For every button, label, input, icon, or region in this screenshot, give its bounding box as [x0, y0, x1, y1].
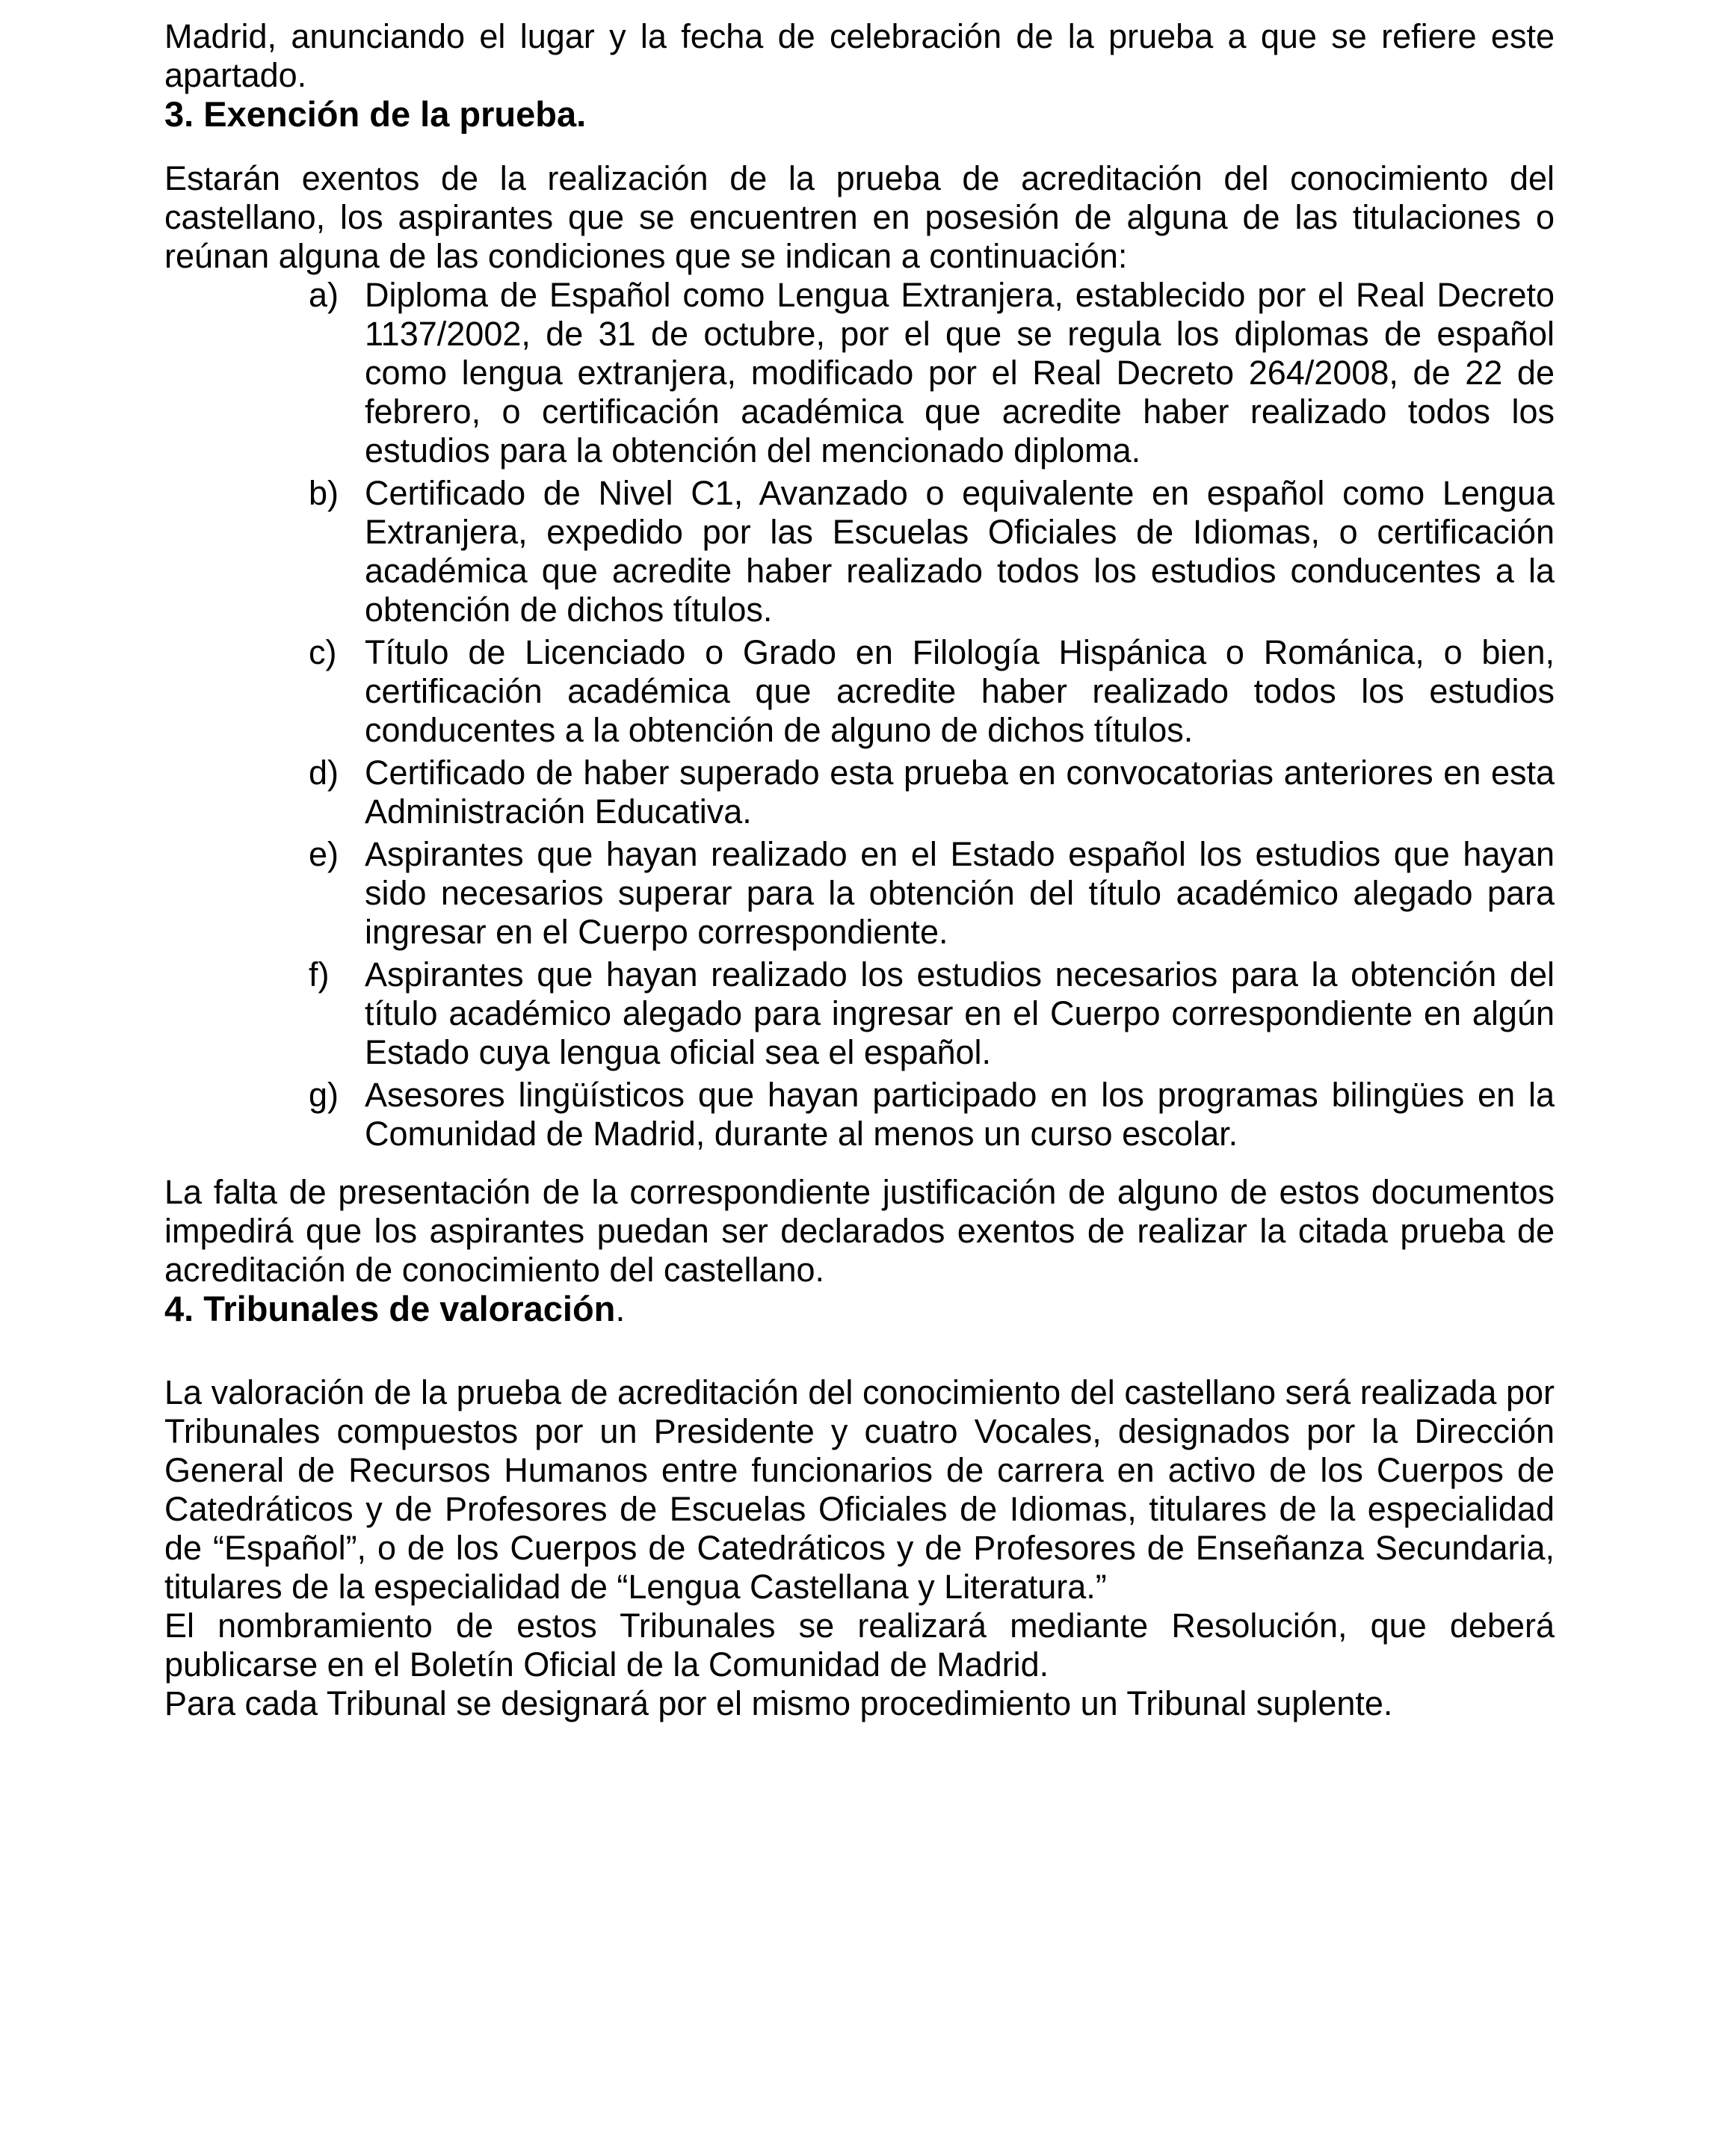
list-item-text: Aspirantes que hayan realizado en el Estado español los estudios que hayan sido necesarios superar para la obtención del título académico alegado para ingresar en el Cuerpo correspondiente. — [365, 835, 1555, 951]
list-marker: c) — [309, 633, 337, 671]
list-item-d — [309, 754, 1555, 831]
list-item-text: Aspirantes que hayan realizado los estudios necesarios para la obtención del título académico alegado para ingresar en el Cuerpo correspondiente en algún Estado cuya lengua oficial sea el español. — [365, 955, 1555, 1071]
list-marker: e) — [309, 835, 339, 873]
list-marker: a) — [309, 276, 339, 314]
section-3-heading: 3. Exención de la prueba. — [164, 94, 587, 134]
list-marker: d) — [309, 754, 339, 792]
section-4-paragraph-3: Para cada Tribunal se designará por el mismo procedimiento un Tribunal suplente. — [164, 1684, 1393, 1722]
intro-paragraph: Madrid, anunciando el lugar y la fecha de celebración de la prueba a que se refiere este apartado. — [164, 17, 1555, 94]
list-item-f — [309, 955, 1555, 1072]
list-item-g — [309, 1076, 1555, 1154]
section-4-heading-bold: 4. Tribunales de valoración — [164, 1289, 616, 1328]
list-item-e — [309, 835, 1555, 952]
exemption-list — [164, 276, 1555, 1154]
list-marker: g) — [309, 1076, 339, 1114]
section-4-paragraph-1: La valoración de la prueba de acreditación del conocimiento del castellano será realizada por Tribunales compuestos por un Presidente y cuatro Vocales, designados por la Dirección General de Recursos Humanos entre funcionarios de carrera en activo de los Cuerpos de Catedráticos y de Profesores de Escuelas Oficiales de Idiomas, titulares de la especialidad de “Español”, o de los Cuerpos de Catedráticos y de Profesores de Enseñanza Secundaria, titulares de la especialidad de “Lengua Castellana y Literatura.” — [164, 1373, 1555, 1606]
list-marker: f) — [309, 955, 330, 994]
list-item-text: Certificado de haber superado esta prueba en convocatorias anteriores en esta Administración Educativa. — [365, 754, 1555, 831]
list-item-a — [309, 276, 1555, 470]
list-item-text: Asesores lingüísticos que hayan participado en los programas bilingües en la Comunidad de Madrid, durante al menos un curso escolar. — [365, 1076, 1555, 1153]
section-4-paragraph-2: El nombramiento de estos Tribunales se realizará mediante Resolución, que deberá publicarse en el Boletín Oficial de la Comunidad de Madrid. — [164, 1607, 1555, 1684]
list-item-text: Título de Licenciado o Grado en Filología Hispánica o Románica, o bien, certificación académica que acredite haber realizado todos los estudios conducentes a la obtención de alguno de dichos títulos. — [365, 633, 1555, 749]
list-marker: b) — [309, 474, 339, 512]
list-item-c — [309, 633, 1555, 750]
list-item-b — [309, 474, 1555, 629]
list-item-text: Diploma de Español como Lengua Extranjera, establecido por el Real Decreto 1137/2002, de 31 de octubre, por el que se regula los diplomas de español como lengua extranjera, modificado por el Real Decreto 264/2008, de 22 de febrero, o certificación académica que acredite haber realizado todos los estudios para la obtención del mencionado diploma. — [365, 276, 1555, 469]
section-3-lead-paragraph: Estarán exentos de la realización de la prueba de acreditación del conocimiento del castellano, los aspirantes que se encuentren en posesión de alguna de las titulaciones o reúnan alguna de las condiciones que se indican a continuación: — [164, 159, 1555, 275]
section-3-closing-paragraph: La falta de presentación de la correspondiente justificación de alguno de estos documentos impedirá que los aspirantes puedan ser declarados exentos de realizar la citada prueba de acreditación de conocimiento del castellano. — [164, 1173, 1555, 1289]
list-item-text: Certificado de Nivel C1, Avanzado o equivalente en español como Lengua Extranjera, expedido por las Escuelas Oficiales de Idiomas, o certificación académica que acredite haber realizado todos los estudios conducentes a la obtención de dichos títulos. — [365, 474, 1555, 629]
section-4-heading — [164, 1290, 1555, 1328]
section-4-heading-period: . — [615, 1289, 626, 1328]
